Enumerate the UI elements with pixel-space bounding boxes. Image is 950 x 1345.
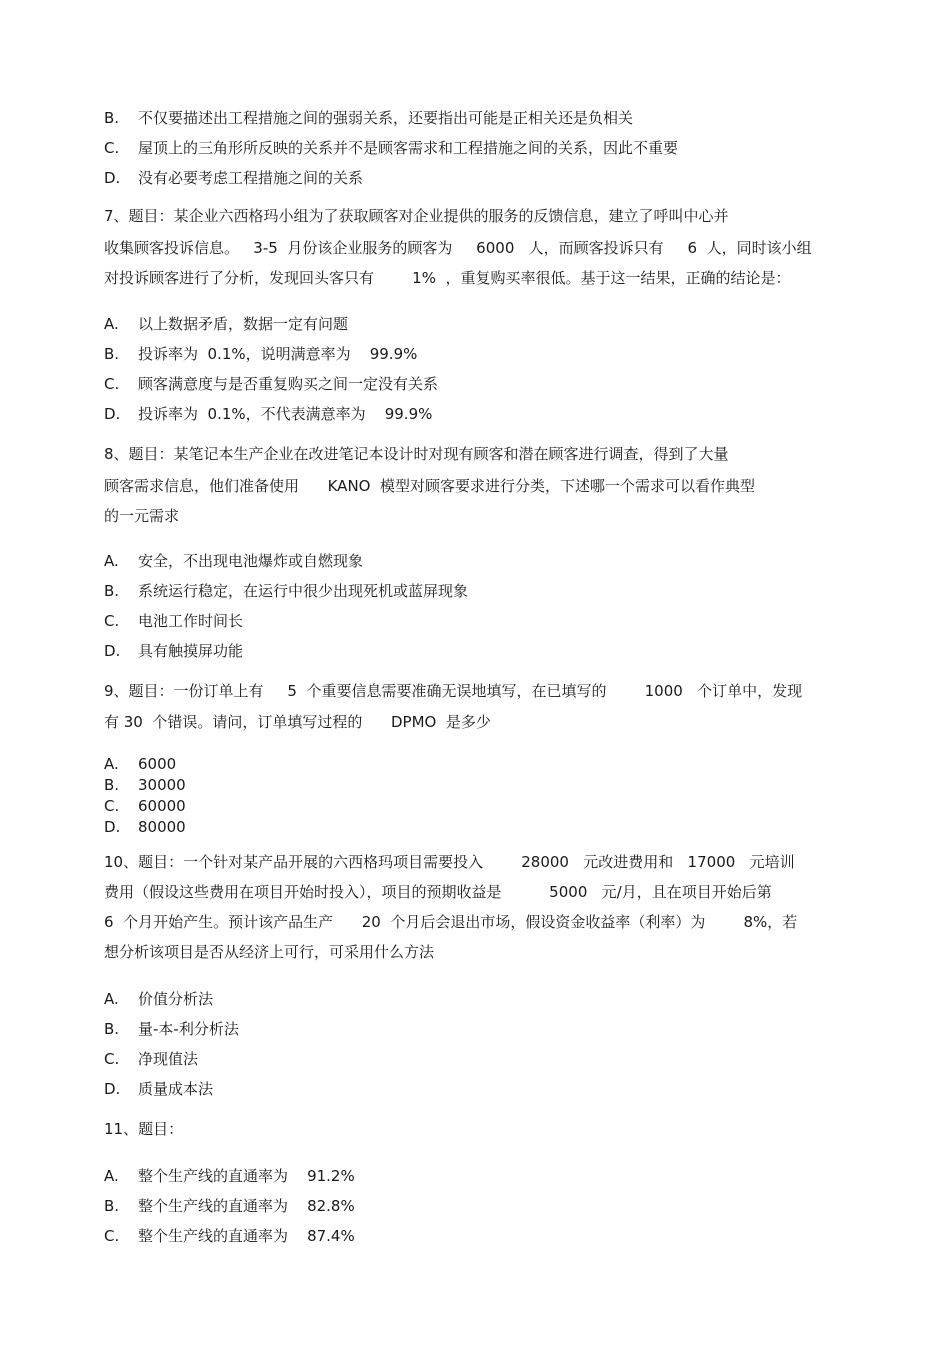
- option-text: 60000: [138, 797, 186, 815]
- q8-option-d: [104, 641, 844, 661]
- q11-option-a: [104, 1166, 844, 1186]
- q7-option-d: [104, 404, 844, 424]
- option-text: 整个生产线的直通率为 87.4%: [138, 1227, 355, 1245]
- option-letter: D.: [104, 642, 121, 660]
- option-text: 投诉率为 0.1%，说明满意率为 99.9%: [138, 345, 418, 363]
- option-letter: D.: [104, 405, 121, 423]
- q10-line-2: 费用（假设这些费用在项目开始时投入），项目的预期收益是 5000 元/月，且在项目开始后第: [104, 883, 772, 901]
- q6-option-b: [104, 108, 844, 128]
- q7-option-b: [104, 344, 844, 364]
- option-text: 没有必要考虑工程措施之间的关系: [138, 169, 364, 187]
- option-text: 质量成本法: [138, 1080, 214, 1098]
- q10-line-4: 想分析该项目是否从经济上可行，可采用什么方法: [104, 943, 435, 961]
- option-text: 投诉率为 0.1%，不代表满意率为 99.9%: [138, 405, 433, 423]
- option-letter: C.: [104, 1050, 120, 1068]
- q11-option-c: [104, 1226, 844, 1246]
- option-text: 以上数据矛盾，数据一定有问题: [138, 315, 349, 333]
- option-text: 具有触摸屏功能: [138, 642, 244, 660]
- q7-line-1: 7、题目：某企业六西格玛小组为了获取顾客对企业提供的服务的反馈信息，建立了呼叫中心并: [104, 207, 729, 225]
- option-letter: A.: [104, 315, 119, 333]
- q8-line-3: 的一元需求: [104, 507, 180, 525]
- option-text: 6000: [138, 755, 177, 773]
- q9-option-a: [104, 754, 844, 774]
- option-text: 电池工作时间长: [138, 612, 244, 630]
- q7-line-3: 对投诉顾客进行了分析，发现回头客只有 1% ，重复购买率很低。基于这一结果，正确的结论是：: [104, 269, 791, 287]
- q6-option-c: [104, 138, 844, 158]
- q8-option-a: [104, 551, 844, 571]
- option-letter: C.: [104, 612, 120, 630]
- option-letter: C.: [104, 375, 120, 393]
- q6-option-d: [104, 168, 844, 188]
- option-letter: D.: [104, 818, 121, 836]
- q9-line-2: 有 30 个错误。请问，订单填写过程的 DPMO 是多少: [104, 713, 491, 731]
- option-letter: B.: [104, 582, 120, 600]
- q7-option-a: [104, 314, 844, 334]
- q10-line-1: 10、题目：一个针对某产品开展的六西格玛项目需要投入 28000 元改进费用和 17000 元培训: [104, 853, 795, 871]
- q10-line-3: 6 个月开始产生。预计该产品生产 20 个月后会退出市场，假设资金收益率（利率）为 8%，若: [104, 913, 798, 931]
- q11-line-1: 11、题目：: [104, 1120, 184, 1138]
- option-letter: B.: [104, 776, 120, 794]
- option-text: 安全，不出现电池爆炸或自燃现象: [138, 552, 364, 570]
- option-letter: B.: [104, 109, 120, 127]
- option-letter: A.: [104, 1167, 119, 1185]
- option-text: 不仅要描述出工程措施之间的强弱关系，还要指出可能是正相关还是负相关: [138, 109, 634, 127]
- q7-line-2: 收集顾客投诉信息。 3-5 月份该企业服务的顾客为 6000 人，而顾客投诉只有 6 人，同时该小组: [104, 239, 812, 257]
- q7-option-c: [104, 374, 844, 394]
- option-text: 整个生产线的直通率为 82.8%: [138, 1197, 355, 1215]
- q9-option-b: [104, 775, 844, 795]
- q10-option-d: [104, 1079, 844, 1099]
- option-text: 30000: [138, 776, 186, 794]
- q9-option-d: [104, 817, 844, 837]
- option-letter: C.: [104, 797, 120, 815]
- option-letter: C.: [104, 1227, 120, 1245]
- q8-line-2: 顾客需求信息，他们准备使用 KANO 模型对顾客要求进行分类，下述哪一个需求可以看作典型: [104, 477, 756, 495]
- q11-option-b: [104, 1196, 844, 1216]
- option-text: 净现值法: [138, 1050, 199, 1068]
- option-text: 整个生产线的直通率为 91.2%: [138, 1167, 355, 1185]
- option-letter: A.: [104, 552, 119, 570]
- option-letter: A.: [104, 990, 119, 1008]
- q9-option-c: [104, 796, 844, 816]
- option-letter: D.: [104, 1080, 121, 1098]
- option-letter: D.: [104, 169, 121, 187]
- q10-option-b: [104, 1019, 844, 1039]
- q8-line-1: 8、题目：某笔记本生产企业在改进笔记本设计时对现有顾客和潜在顾客进行调查，得到了大量: [104, 445, 729, 463]
- q8-option-c: [104, 611, 844, 631]
- option-letter: B.: [104, 1197, 120, 1215]
- option-letter: B.: [104, 345, 120, 363]
- option-text: 屋顶上的三角形所反映的关系并不是顾客需求和工程措施之间的关系，因此不重要: [138, 139, 679, 157]
- q10-option-c: [104, 1049, 844, 1069]
- option-letter: B.: [104, 1020, 120, 1038]
- option-text: 价值分析法: [138, 990, 214, 1008]
- option-text: 系统运行稳定，在运行中很少出现死机或蓝屏现象: [138, 582, 469, 600]
- option-text: 顾客满意度与是否重复购买之间一定没有关系: [138, 375, 439, 393]
- option-letter: C.: [104, 139, 120, 157]
- q9-line-1: 9、题目：一份订单上有 5 个重要信息需要准确无误地填写，在已填写的 1000 个订单中，发现: [104, 682, 803, 700]
- option-text: 量-本-利分析法: [138, 1020, 239, 1038]
- q10-option-a: [104, 989, 844, 1009]
- option-text: 80000: [138, 818, 186, 836]
- q8-option-b: [104, 581, 844, 601]
- option-letter: A.: [104, 755, 119, 773]
